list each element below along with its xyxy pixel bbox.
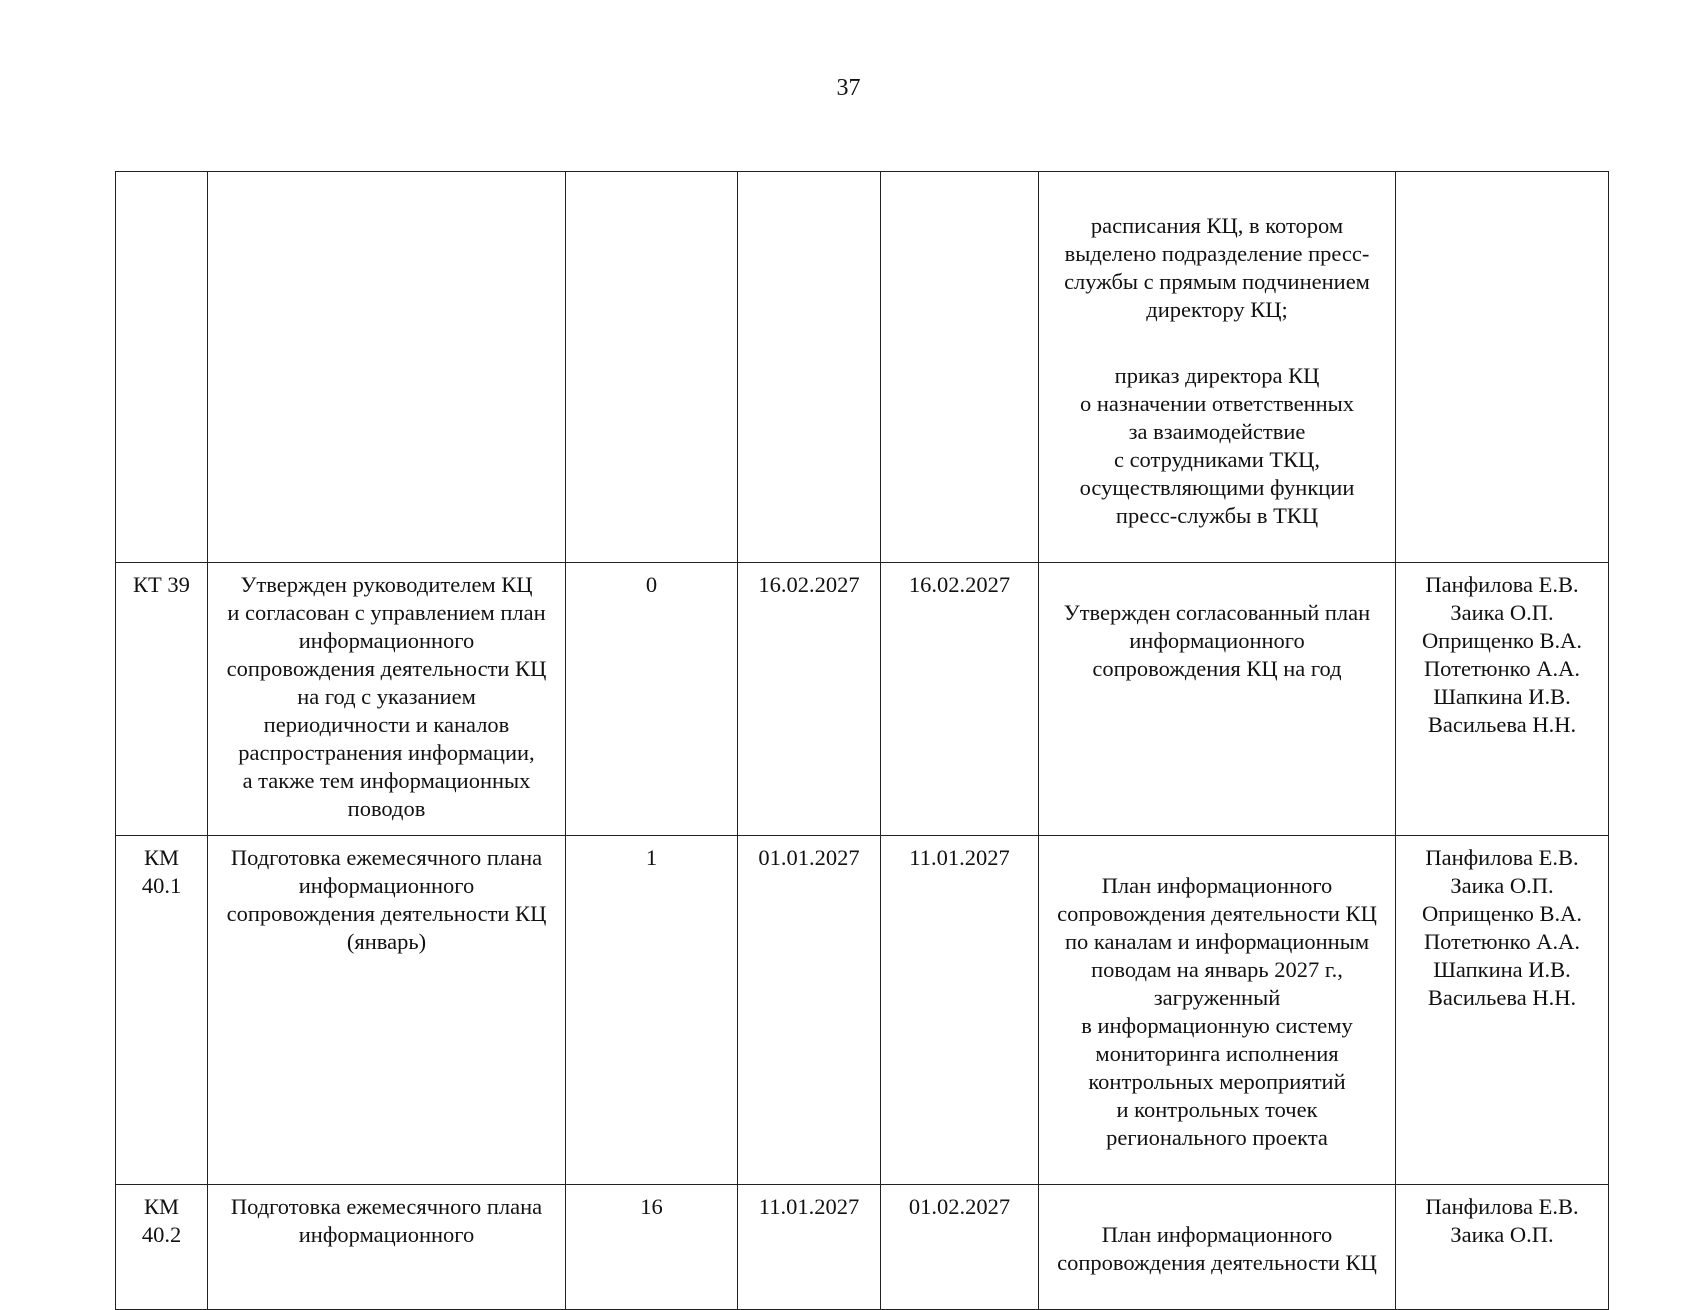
result-text: Утвержден согласованный план информационного сопровождения КЦ на год <box>1063 600 1371 681</box>
result-text: расписания КЦ, в котором выделено подразделение пресс- службы с прямым подчинением директору КЦ; <box>1064 213 1370 322</box>
page-number: 37 <box>836 75 861 101</box>
cell-end-date: 11.01.2027 <box>881 836 1039 1185</box>
cell-result <box>1039 172 1396 563</box>
result-text: План информационного сопровождения деятельности КЦ по каналам и информационным поводам на январь 2027 г., загруженный в информационную систему мониторинга исполнения контрольных мероприятий и контрольных точек регионального проекта <box>1057 873 1377 1150</box>
cell-start-date <box>738 172 881 563</box>
cell-code: КТ 39 <box>116 563 208 836</box>
cell-end-date: 16.02.2027 <box>881 563 1039 836</box>
cell-responsible: Панфилова Е.В. Заика О.П. Оприщенко В.А. Потетюнко А.А. Шапкина И.В. Васильева Н.Н. <box>1396 563 1609 836</box>
cell-name: Подготовка ежемесячного плана информационного сопровождения деятельности КЦ (январь) <box>208 836 566 1185</box>
cell-result <box>1039 1185 1396 1310</box>
cell-code: КМ 40.1 <box>116 836 208 1185</box>
cell-end-date: 01.02.2027 <box>881 1185 1039 1310</box>
cell-responsible <box>1396 172 1609 563</box>
cell-name: Подготовка ежемесячного плана информационного <box>208 1185 566 1310</box>
plan-table <box>115 171 1609 1310</box>
table-row <box>116 836 1609 1185</box>
cell-duration: 0 <box>566 563 738 836</box>
table-row <box>116 172 1609 563</box>
cell-code: КМ 40.2 <box>116 1185 208 1310</box>
result-text: приказ директора КЦ о назначении ответственных за взаимодействие с сотрудниками ТКЦ, осуществляющими функции пресс-службы в ТКЦ <box>1079 363 1355 528</box>
cell-result <box>1039 836 1396 1185</box>
cell-responsible: Панфилова Е.В. Заика О.П. Оприщенко В.А. Потетюнко А.А. Шапкина И.В. Васильева Н.Н. <box>1396 836 1609 1185</box>
result-text: План информационного сопровождения деятельности КЦ <box>1057 1222 1377 1275</box>
cell-duration: 1 <box>566 836 738 1185</box>
cell-result <box>1039 563 1396 836</box>
cell-start-date: 11.01.2027 <box>738 1185 881 1310</box>
cell-duration: 16 <box>566 1185 738 1310</box>
cell-code <box>116 172 208 563</box>
cell-end-date <box>881 172 1039 563</box>
cell-responsible: Панфилова Е.В. Заика О.П. <box>1396 1185 1609 1310</box>
cell-start-date: 16.02.2027 <box>738 563 881 836</box>
cell-name: Утвержден руководителем КЦ и согласован с управлением план информационного сопровождения деятельности КЦ на год с указанием периодичности и каналов распространения информации, а также тем информационных поводов <box>208 563 566 836</box>
cell-start-date: 01.01.2027 <box>738 836 881 1185</box>
cell-duration <box>566 172 738 563</box>
cell-name <box>208 172 566 563</box>
table-row <box>116 1185 1609 1310</box>
table-row <box>116 563 1609 836</box>
